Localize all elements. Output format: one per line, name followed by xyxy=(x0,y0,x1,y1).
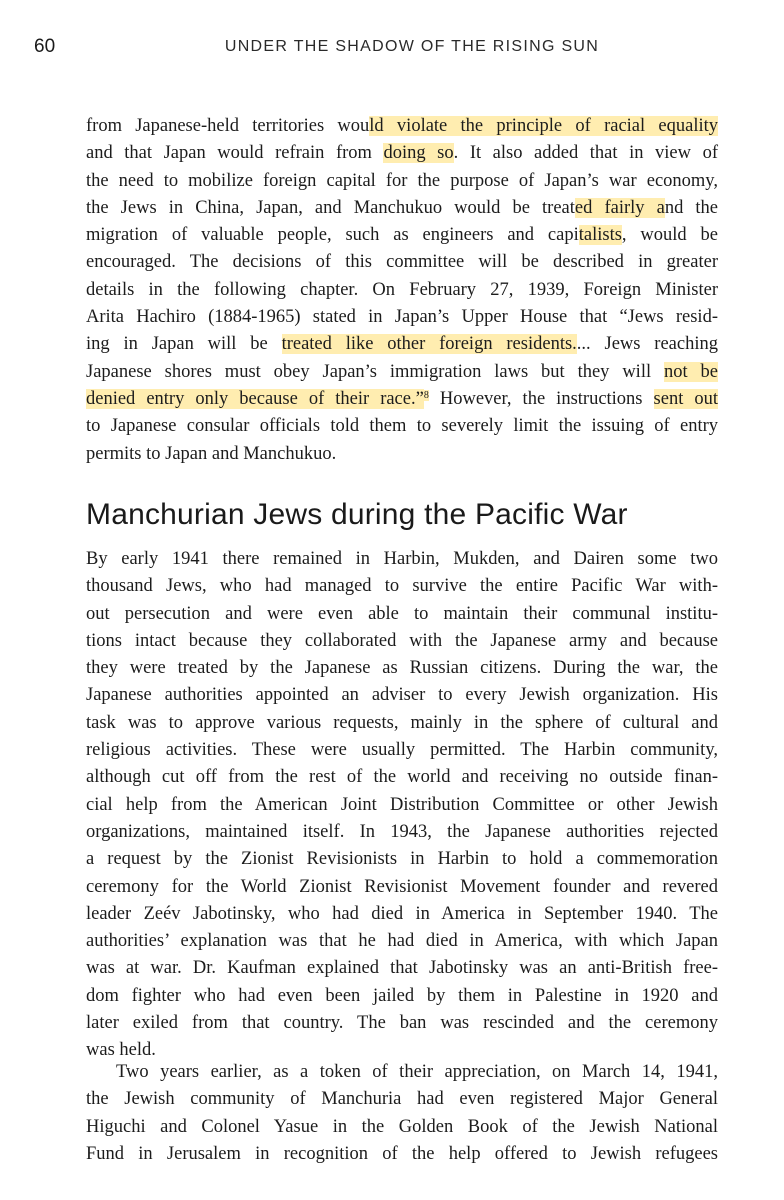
text-line: religious activities. These were usually permitted. The Harbin community, xyxy=(86,740,718,761)
text-line: By early 1941 there remained in Harbin, Mukden, and Dairen some two xyxy=(86,549,718,569)
section-heading: Manchurian Jews during the Pacific War xyxy=(86,498,628,531)
text-line: Fund in Jerusalem in recognition of the help offered to Jewish refugees xyxy=(86,1143,718,1164)
text-line: migration of valuable people, such as engineers and capitalists, would be xyxy=(86,225,719,246)
highlight: ld violate the principle of racial equality xyxy=(369,116,718,136)
text-line: the Jewish community of Manchuria had even registered Major General xyxy=(86,1089,718,1110)
text-line: thousand Jews, who had managed to survive the entire Pacific War with- xyxy=(86,576,718,597)
text-line: Two years earlier, as a token of their appreciation, on March 14, 1941, xyxy=(116,1062,718,1082)
text-line: dom fighter who had even been jailed by them in Palestine in 1920 and xyxy=(86,985,718,1006)
text-line: ing in Japan will be treated like other foreign residents.... Jews reaching xyxy=(86,334,718,355)
paragraph-1 xyxy=(86,113,718,468)
highlight: ed fairly a xyxy=(574,197,665,218)
text-line: out persecution and were even able to maintain their communal institu- xyxy=(86,603,718,624)
highlight: not be xyxy=(664,361,718,382)
text-line: leader Zeév Jabotinsky, who had died in America in September 1940. The xyxy=(86,903,718,924)
text-line: later exiled from that country. The ban was rescinded and the ceremony xyxy=(86,1013,718,1034)
text-line: and that Japan would refrain from doing so. It also added that in view of xyxy=(86,143,718,164)
highlight: denied entry only because of their race.” xyxy=(86,388,424,409)
paragraph-3 xyxy=(86,1059,718,1168)
highlight: talists xyxy=(578,225,622,246)
text-line: the Jews in China, Japan, and Manchukuo would be treated fairly and the xyxy=(86,197,718,218)
text-line: was at war. Dr. Kaufman explained that Jabotinsky was an anti-British free- xyxy=(86,958,718,979)
text-line: encouraged. The decisions of this committee will be described in greater xyxy=(86,252,718,273)
paragraph-2 xyxy=(86,546,718,1065)
page-header xyxy=(34,36,750,60)
text-line: Japanese authorities appointed an adviser to every Jewish organization. His xyxy=(86,685,718,706)
text-line: ceremony for the World Zionist Revisionist Movement founder and revered xyxy=(86,876,718,897)
highlight: sent out xyxy=(653,388,718,409)
text-line: tions intact because they collaborated with the Japanese army and because xyxy=(86,630,718,651)
highlight: treated like other foreign residents. xyxy=(281,334,577,355)
text-line: Japanese shores must obey Japan’s immigration laws but they will not be xyxy=(86,361,718,382)
text-line: from Japanese-held territories would violate the principle of racial equality xyxy=(86,116,718,136)
page-number: 60 xyxy=(34,36,56,57)
text-line: organizations, maintained itself. In 1943, the Japanese authorities rejected xyxy=(86,821,718,842)
text-line: Higuchi and Colonel Yasue in the Golden Book of the Jewish National xyxy=(86,1116,718,1137)
footnote-marker: 8 xyxy=(423,389,429,401)
highlight: doing so xyxy=(383,143,454,164)
text-line: cial help from the American Joint Distribution Committee or other Jewish xyxy=(86,794,718,815)
text-line: denied entry only because of their race.”$^8$ However, the instructions sent out xyxy=(86,388,718,409)
text-line: the need to mobilize foreign capital for the purpose of Japan’s war economy, xyxy=(86,170,718,191)
text-line: they were treated by the Japanese as Russian citizens. During the war, the xyxy=(86,658,718,679)
text-line: permits to Japan and Manchukuo. xyxy=(86,443,337,464)
text-line: authorities’ explanation was that he had died in America, with which Japan xyxy=(86,931,718,952)
text-line: although cut off from the rest of the world and receiving no outside finan- xyxy=(86,767,718,788)
text-line: Arita Hachiro (1884-1965) stated in Japan’s Upper House that “Jews resid- xyxy=(86,307,718,328)
text-line: a request by the Zionist Revisionists in Harbin to hold a commemoration xyxy=(86,849,718,870)
text-line: to Japanese consular officials told them to severely limit the issuing of entry xyxy=(86,416,718,437)
text-line: task was to approve various requests, mainly in the sphere of cultural and xyxy=(86,712,718,733)
text-line: was held. xyxy=(86,1040,156,1061)
running-head: UNDER THE SHADOW OF THE RISING SUN xyxy=(224,38,600,55)
text-line: details in the following chapter. On February 27, 1939, Foreign Minister xyxy=(86,279,718,300)
